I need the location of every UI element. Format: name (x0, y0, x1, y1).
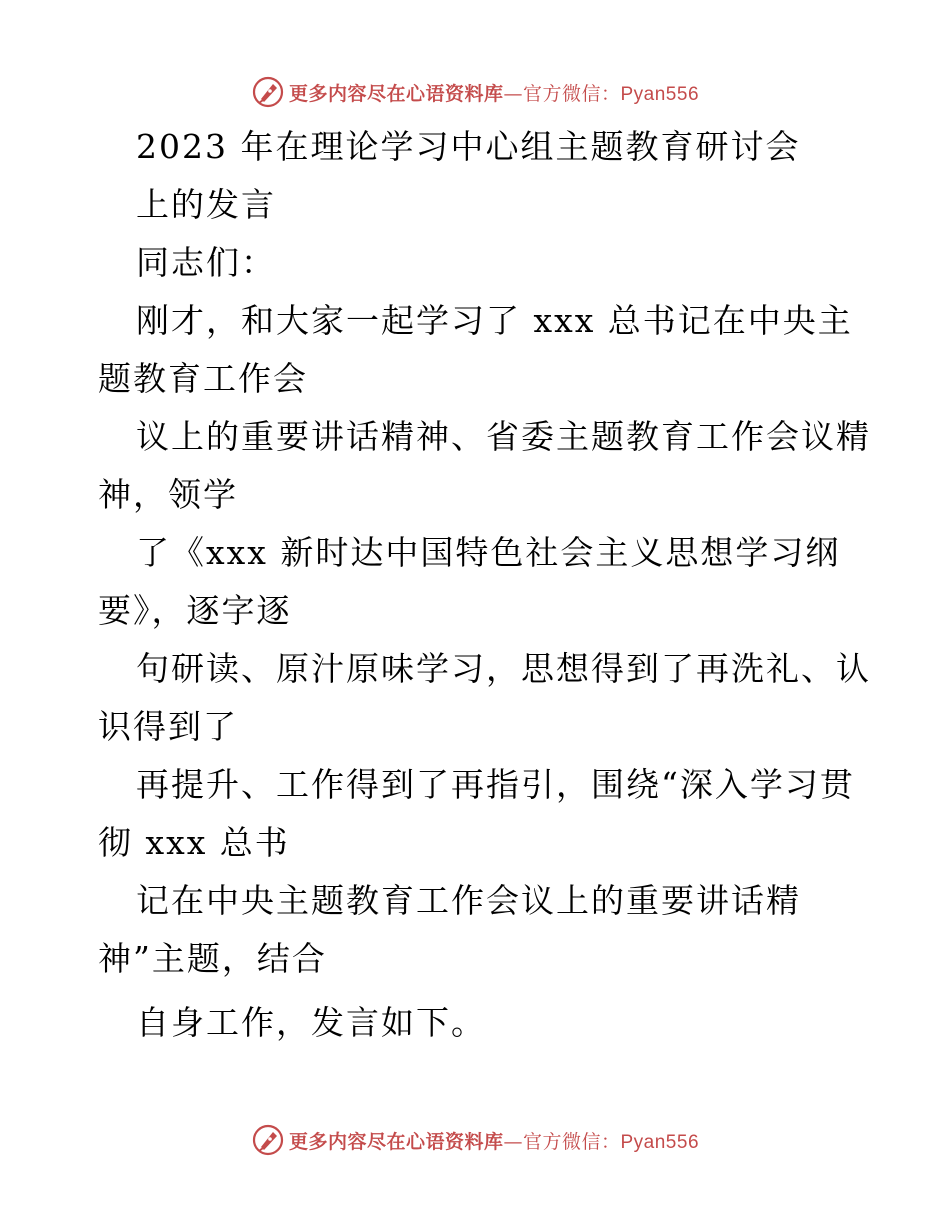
paragraph-line: 自身工作，发言如下。 (136, 1003, 486, 1042)
paragraph-line: 彻 xxx 总书 (98, 823, 290, 862)
watermark-brand: 更多内容尽在心语资料库 (288, 82, 504, 105)
watermark-suffix: 官方微信：Pyan556 (523, 83, 700, 105)
watermark-text (289, 1127, 699, 1154)
paragraph-line: 了《xxx 新时达中国特色社会主义思想学习纲 (136, 533, 841, 572)
document-title-line-1: 2023 年在理论学习中心组主题教育研讨会 (136, 127, 801, 166)
paragraph-line: 句研读、原汁原味学习，思想得到了再洗礼、认 (136, 649, 871, 688)
watermark-dash: — (503, 1130, 523, 1153)
watermark-dash: — (503, 82, 523, 105)
pen-nib-logo-icon (251, 1123, 285, 1157)
salutation: 同志们： (136, 243, 276, 282)
watermark-text (289, 79, 699, 106)
paragraph-line: 题教育工作会 (98, 359, 308, 398)
watermark-brand: 更多内容尽在心语资料库 (288, 1130, 504, 1153)
paragraph-line: 神，领学 (98, 475, 238, 514)
paragraph-line: 神”主题，结合 (98, 939, 327, 978)
paragraph-line: 识得到了 (98, 707, 238, 746)
watermark-suffix: 官方微信：Pyan556 (523, 1131, 700, 1153)
paragraph-line: 刚才，和大家一起学习了 xxx 总书记在中央主 (136, 301, 853, 340)
header-watermark (0, 72, 950, 112)
pen-nib-logo-icon (251, 75, 285, 109)
document-title-line-2: 上的发言 (136, 185, 276, 224)
paragraph-line: 议上的重要讲话精神、省委主题教育工作会议精 (136, 417, 871, 456)
paragraph-line: 要》，逐字逐 (98, 591, 292, 630)
footer-watermark (0, 1120, 950, 1160)
paragraph-line: 记在中央主题教育工作会议上的重要讲话精 (136, 881, 801, 920)
paragraph-line: 再提升、工作得到了再指引，围绕“深入学习贯 (136, 765, 855, 804)
